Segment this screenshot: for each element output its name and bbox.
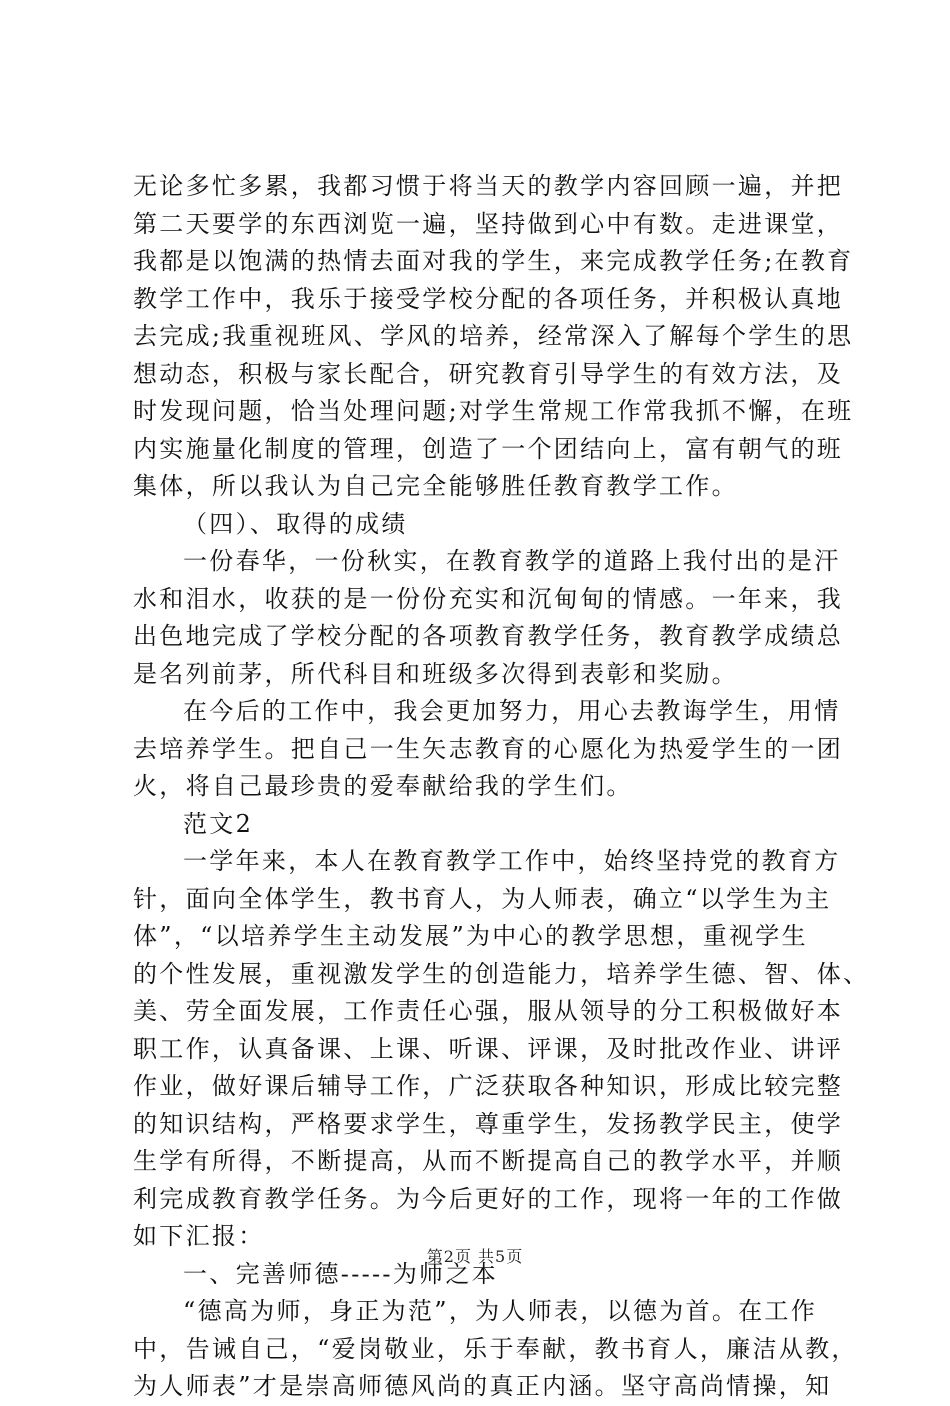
text-line: 火，将自己最珍贵的爱奉献给我的学生们。 [133, 772, 633, 800]
text-line: 的知识结构，严格要求学生，尊重学生，发扬教学民主，使学 [133, 1109, 844, 1138]
text-line: 去培养学生。把自己一生矢志教育的心愿化为热爱学生的一团 [133, 734, 844, 763]
text-line: 一、完善师德-----为师之本 [183, 1259, 499, 1288]
text-line: 作业，做好课后辅导工作，广泛获取各种知识，形成比较完整 [133, 1072, 844, 1100]
text-line: （四）、取得的成绩 [183, 509, 408, 538]
text-line: 一学年来，本人在教育教学工作中，始终坚持党的教育方 [183, 847, 841, 875]
text-line: 教学工作中，我乐于接受学校分配的各项任务，并积极认真地 [133, 284, 844, 313]
text-line: 集体，所以我认为自己完全能够胜任教育教学工作。 [133, 472, 738, 500]
text-line: “德高为师，身正为范”，为人师表，以德为首。在工作 [183, 1297, 818, 1325]
text-line: 一份春华，一份秋实，在教育教学的道路上我付出的是汗 [183, 547, 841, 575]
text-line: 水和泪水，收获的是一份份充实和沉甸甸的情感。一年来，我 [133, 584, 844, 613]
text-line: 想动态，积极与家长配合，研究教育引导学生的有效方法，及 [133, 359, 844, 388]
text-line: 生学有所得，不断提高，从而不断提高自己的教学水平，并顺 [133, 1147, 844, 1175]
text-line: 利完成教育教学任务。为今后更好的工作，现将一年的工作做 [133, 1184, 844, 1213]
text-line: 是名列前茅，所代科目和班级多次得到表彰和奖励。 [133, 659, 738, 688]
page-footer: 第2页 共5页 [426, 1247, 524, 1266]
text-line: 范文2 [183, 809, 254, 838]
text-line: 我都是以饱满的热情去面对我的学生，来完成教学任务;在教育 [133, 247, 854, 275]
text-line: 为人师表”才是崇高师德风尚的真正内涵。坚守高尚情操，知 [133, 1372, 832, 1400]
text-line: 内实施量化制度的管理，创造了一个团结向上，富有朝气的班 [133, 434, 844, 463]
text-line: 在今后的工作中，我会更加努力，用心去教诲学生，用情 [183, 697, 841, 725]
text-line: 体”，“以培养学生主动发展”为中心的教学思想，重视学生 [133, 922, 808, 950]
text-line: 职工作，认真备课、上课、听课、评课，及时批改作业、讲评 [133, 1034, 844, 1063]
text-line: 去完成;我重视班风、学风的培养，经常深入了解每个学生的思 [133, 322, 854, 350]
text-line: 无论多忙多累，我都习惯于将当天的教学内容回顾一遍，并把 [133, 172, 844, 200]
text-line: 时发现问题，恰当处理问题;对学生常规工作常我抓不懈，在班 [133, 397, 854, 425]
text-line: 美、劳全面发展，工作责任心强，服从领导的分工积极做好本 [133, 997, 844, 1025]
text-line: 的个性发展，重视激发学生的创造能力，培养学生德、智、体、 [133, 959, 870, 988]
text-line: 针，面向全体学生，教书育人，为人师表，确立“以学生为主 [133, 884, 832, 913]
text-line: 中，告诫自己，“爱岗敬业，乐于奉献，教书育人，廉洁从教， [133, 1334, 858, 1363]
text-line: 如下汇报： [133, 1222, 265, 1250]
document-body [133, 168, 870, 1406]
text-line: 出色地完成了学校分配的各项教育教学任务，教育教学成绩总 [133, 622, 844, 650]
text-line: 第二天要学的东西浏览一遍，坚持做到心中有数。走进课堂， [133, 209, 844, 238]
